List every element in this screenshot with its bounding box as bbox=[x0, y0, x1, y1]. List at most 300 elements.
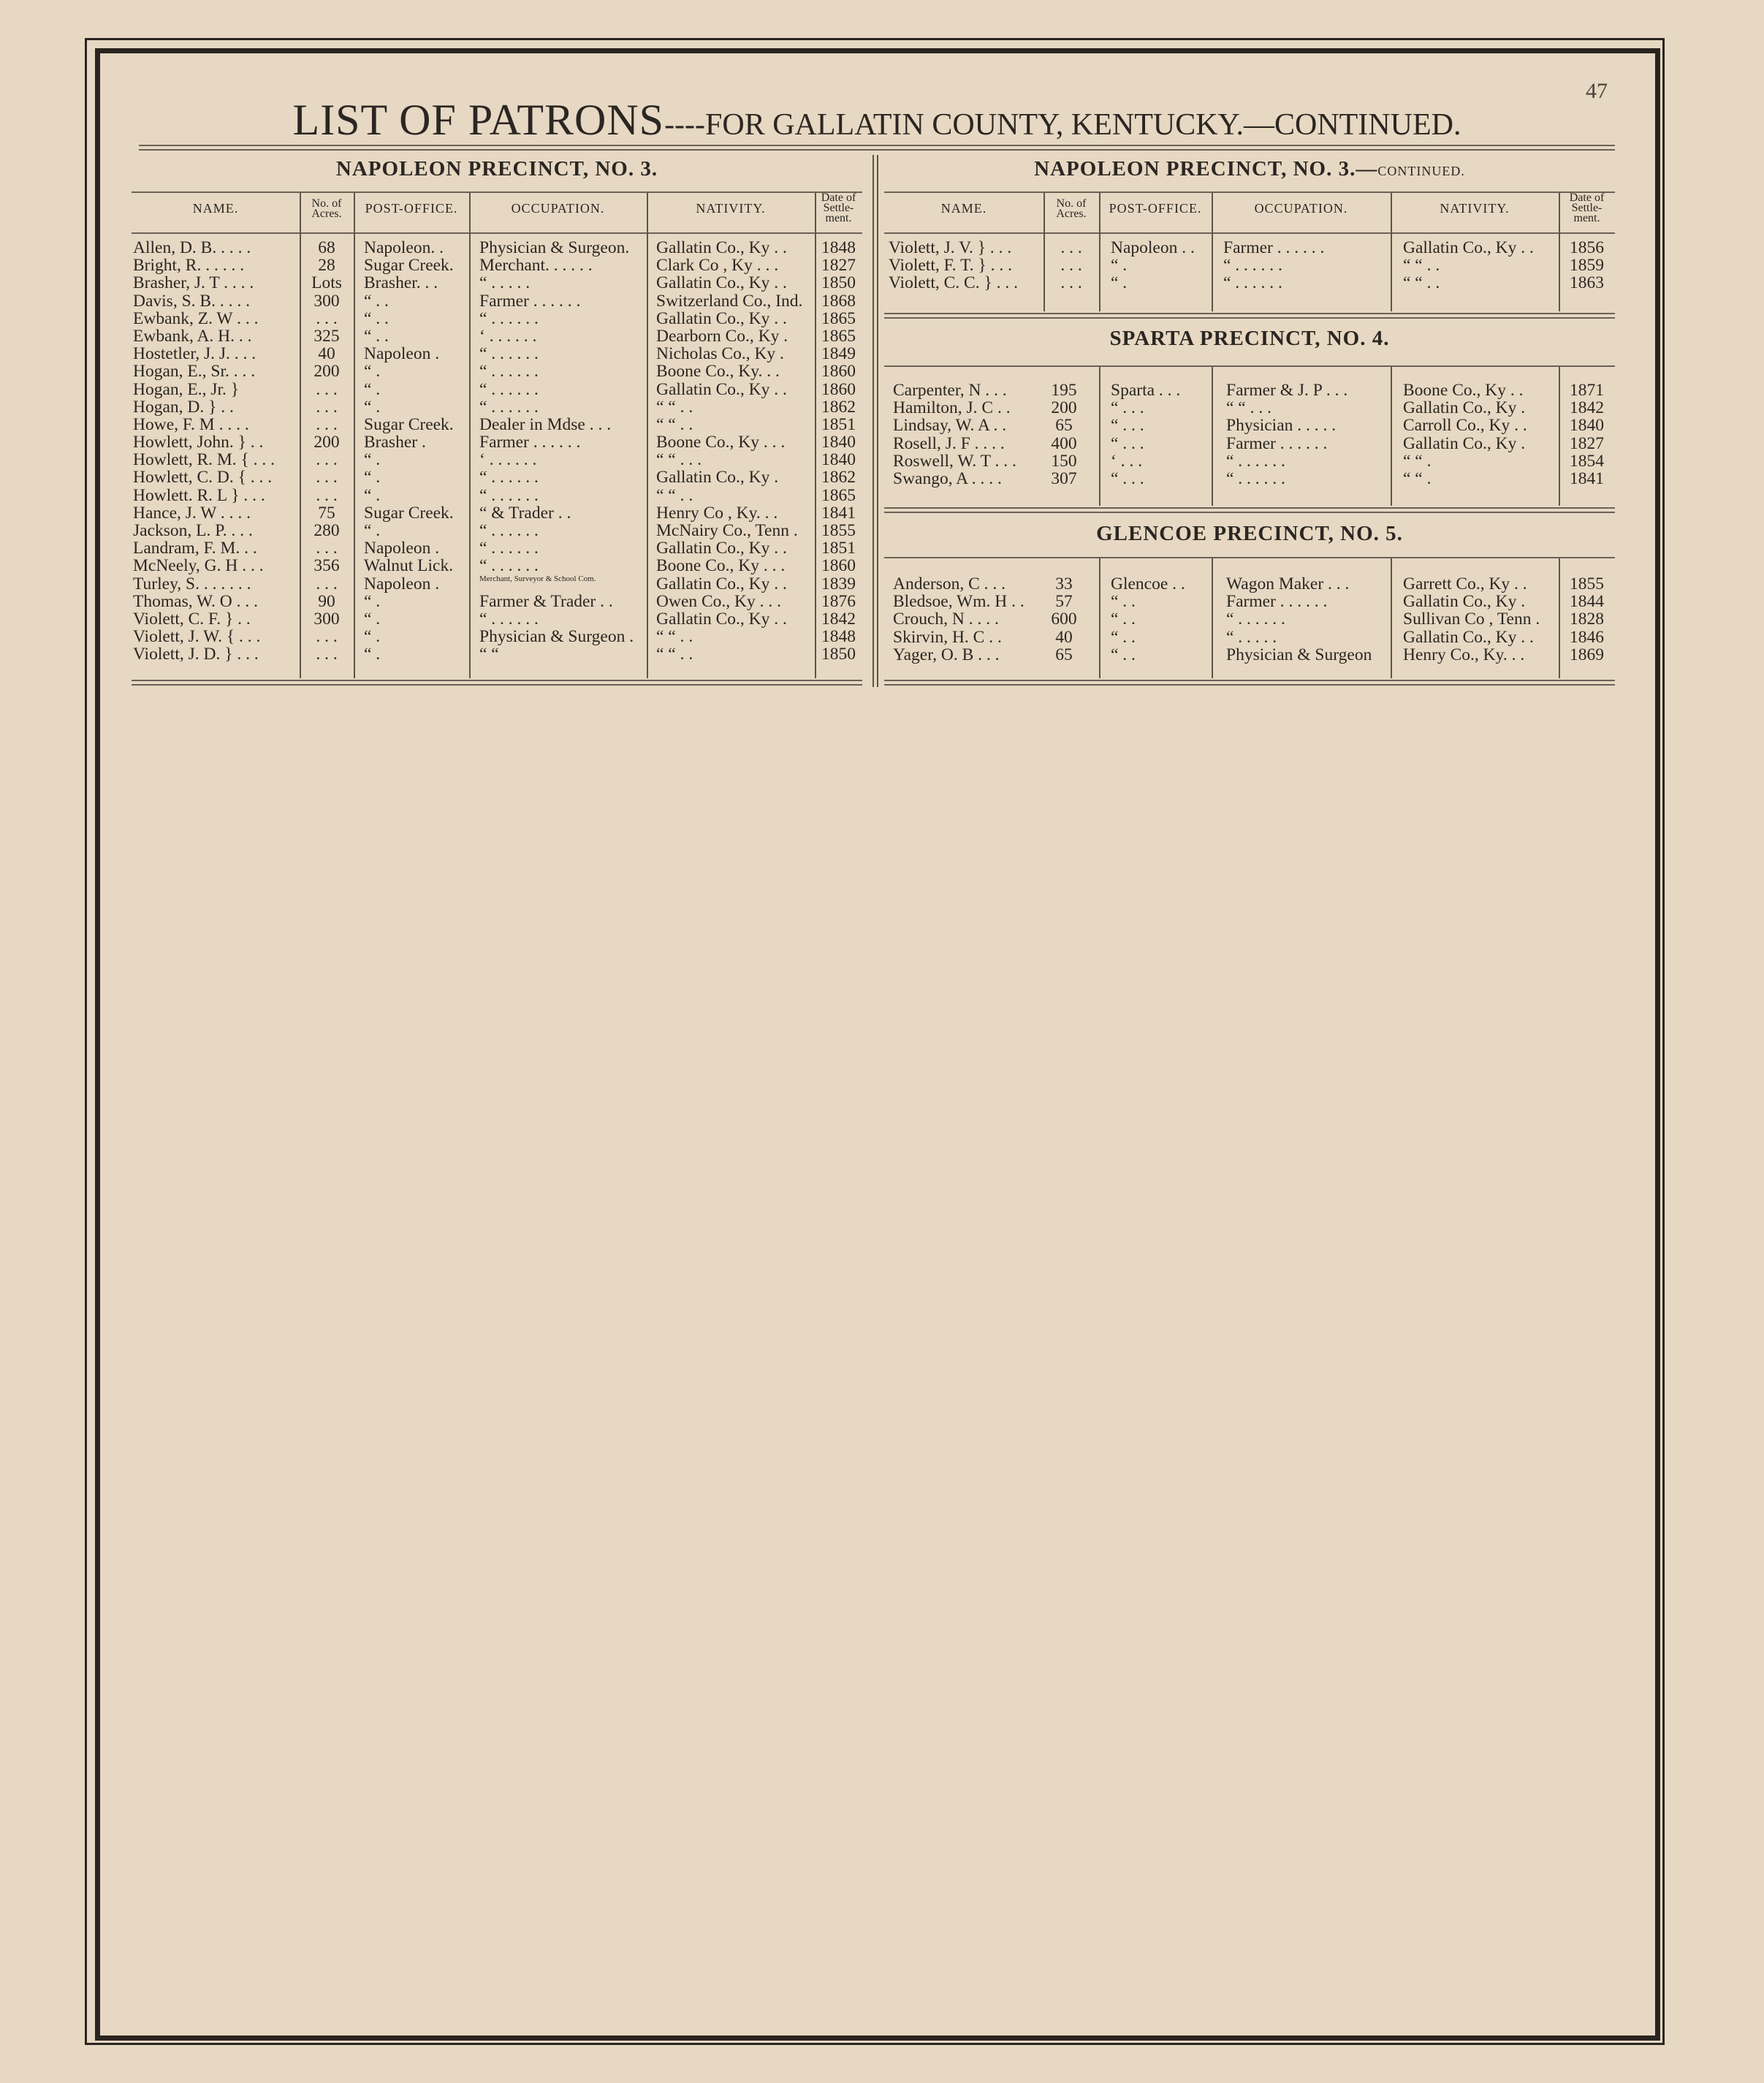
napoleon-cell-nat: Boone Co., Ky . . . bbox=[656, 556, 786, 576]
napoleon-cell-acres: 90 bbox=[318, 591, 335, 611]
right-table-bottom-rule-2 bbox=[884, 684, 1615, 686]
napoleon-cell-yr: 1842 bbox=[821, 609, 856, 629]
right-col-head-settlement: Date of Settle-ment. bbox=[1569, 191, 1605, 224]
napoleon-cell-occ: Merchant. . . . . . bbox=[479, 256, 593, 276]
glencoe-cell-yr: 1869 bbox=[1570, 645, 1604, 664]
napoleon-cell-nat: “ “ . . bbox=[656, 414, 693, 434]
napoleon-cell-occ: Merchant, Surveyor & School Com. bbox=[479, 574, 596, 583]
napoleon-cell-name: Howlett, C. D. { . . . bbox=[133, 468, 273, 487]
sparta-cell-yr: 1854 bbox=[1570, 451, 1604, 471]
napoleon-continued-title-main: NAPOLEON PRECINCT, NO. 3.— bbox=[1034, 157, 1378, 181]
napoleon-cell-nat: Gallatin Co., Ky . . bbox=[656, 539, 787, 558]
napoleon-cell-occ: Physician & Surgeon . bbox=[479, 627, 634, 647]
sparta-cell-acres: 400 bbox=[1051, 433, 1077, 453]
napoleon-continued-row bbox=[884, 256, 1615, 276]
napoleon-cell-name: Howe, F. M . . . . bbox=[133, 414, 249, 434]
left-header-bottom-rule bbox=[132, 232, 862, 234]
napoleon-row bbox=[132, 256, 862, 276]
right-table-bottom-rule bbox=[884, 680, 1615, 681]
center-divider-2 bbox=[877, 155, 878, 687]
sparta-cell-po: “ . . . bbox=[1111, 468, 1144, 488]
sparta-cell-yr: 1841 bbox=[1570, 468, 1604, 488]
napoleon-cell-nat: Nicholas Co., Ky . bbox=[656, 344, 784, 364]
napoleon-cell-acres: . . . bbox=[316, 645, 338, 664]
napoleon-cell-acres: . . . bbox=[316, 539, 338, 558]
napoleon-cell-yr: 1868 bbox=[821, 291, 856, 311]
napoleon-cell-name: Hance, J. W . . . . bbox=[133, 503, 251, 523]
glencoe-cell-nat: Gallatin Co., Ky . bbox=[1403, 592, 1526, 612]
napoleon-cell-occ: Farmer . . . . . . bbox=[479, 433, 581, 452]
napoleon-cell-acres: 75 bbox=[318, 503, 335, 523]
glencoe-cell-occ: Physician & Surgeon bbox=[1226, 645, 1372, 664]
napoleon-row bbox=[132, 415, 862, 433]
center-divider bbox=[873, 155, 874, 687]
glencoe-cell-nat: Garrett Co., Ky . . bbox=[1403, 574, 1527, 593]
napoleon-cell-nat: “ “ . . bbox=[656, 485, 693, 505]
napoleon-cell-occ: Dealer in Mdse . . . bbox=[479, 414, 612, 434]
glencoe-row bbox=[884, 574, 1615, 592]
napoleon-cell-po: “ . . bbox=[364, 326, 389, 346]
napoleon-cell-po: Brasher. . . bbox=[364, 273, 438, 293]
left-col-head-acres: No. of Acres. bbox=[311, 197, 342, 220]
napoleon-precinct-table bbox=[132, 238, 862, 663]
napoleon-cell-acres: 356 bbox=[313, 556, 340, 576]
napoleon-cell-occ: “ . . . . . . bbox=[479, 308, 539, 328]
napoleon-cell-acres: . . . bbox=[316, 450, 338, 470]
napoleon-cell-acres: . . . bbox=[316, 574, 338, 593]
napoleon-cell-nat: Gallatin Co., Ky . . bbox=[656, 308, 787, 328]
napoleon-continued-cell-po: “ . bbox=[1111, 256, 1128, 276]
glencoe-cell-yr: 1846 bbox=[1570, 627, 1604, 647]
napoleon-cell-po: Napoleon . bbox=[364, 539, 440, 558]
sparta-row bbox=[884, 416, 1615, 436]
glencoe-cell-occ: Farmer . . . . . . bbox=[1226, 592, 1328, 612]
napoleon-cell-name: Turley, S. . . . . . . bbox=[133, 574, 251, 593]
napoleon-row bbox=[132, 398, 862, 415]
napoleon-row bbox=[132, 380, 862, 398]
napoleon-row bbox=[132, 504, 862, 521]
sparta-cell-occ: Physician . . . . . bbox=[1226, 416, 1337, 436]
napoleon-cell-nat: “ “ . . . bbox=[656, 450, 702, 470]
sparta-row bbox=[884, 381, 1615, 398]
napoleon-cell-yr: 1848 bbox=[821, 238, 856, 257]
left-col-head-occupation: OCCUPATION. bbox=[511, 201, 605, 216]
sparta-cell-nat: Boone Co., Ky . . bbox=[1403, 381, 1524, 400]
napoleon-cell-acres: . . . bbox=[316, 485, 338, 505]
right-col-head-nativity: NATIVITY. bbox=[1440, 201, 1510, 216]
sparta-cell-po: Sparta . . . bbox=[1111, 381, 1181, 400]
sparta-cell-yr: 1840 bbox=[1570, 416, 1604, 436]
napoleon-row bbox=[132, 468, 862, 485]
napoleon-cell-occ: “ . . . . . . bbox=[479, 556, 539, 576]
sparta-cell-yr: 1842 bbox=[1570, 398, 1604, 418]
glencoe-cell-name: Anderson, C . . . bbox=[893, 574, 1006, 593]
sparta-cell-nat: “ “ . bbox=[1403, 468, 1432, 488]
napoleon-cell-name: Hostetler, J. J. . . . bbox=[133, 344, 256, 364]
page-title-main: LIST OF PATRONS bbox=[292, 96, 665, 144]
glencoe-cell-po: “ . . bbox=[1111, 592, 1136, 612]
napoleon-cell-po: “ . bbox=[364, 609, 381, 629]
napoleon-cell-acres: . . . bbox=[316, 627, 338, 647]
glencoe-row bbox=[884, 610, 1615, 627]
napoleon-cell-name: Landram, F. M. . . bbox=[133, 539, 257, 558]
sparta-cell-nat: Gallatin Co., Ky . bbox=[1403, 433, 1526, 453]
napoleon-cell-nat: “ “ . . bbox=[656, 627, 693, 647]
glencoe-row bbox=[884, 645, 1615, 663]
napoleon-cell-yr: 1855 bbox=[821, 521, 856, 540]
sparta-cell-name: Hamilton, J. C . . bbox=[893, 398, 1011, 418]
napoleon-cell-name: Ewbank, Z. W . . . bbox=[133, 308, 259, 328]
sparta-cell-yr: 1871 bbox=[1570, 381, 1604, 400]
napoleon-row bbox=[132, 627, 862, 645]
glencoe-cell-occ: “ . . . . . . bbox=[1226, 610, 1285, 629]
napoleon-continued-row bbox=[884, 273, 1615, 291]
napoleon-cell-name: Hogan, E., Sr. . . . bbox=[133, 362, 256, 382]
napoleon-row bbox=[132, 433, 862, 450]
napoleon-row bbox=[132, 238, 862, 256]
napoleon-row bbox=[132, 344, 862, 362]
left-header-top-rule bbox=[132, 191, 862, 193]
napoleon-cell-yr: 1848 bbox=[821, 627, 856, 647]
left-col-head-name: NAME. bbox=[192, 201, 239, 216]
sparta-cell-name: Swango, A . . . . bbox=[893, 468, 1002, 488]
napoleon-cell-yr: 1860 bbox=[821, 556, 856, 576]
sparta-cell-nat: Carroll Co., Ky . . bbox=[1403, 416, 1527, 436]
napoleon-cell-nat: McNairy Co., Tenn . bbox=[656, 521, 798, 540]
napoleon-continued-row bbox=[884, 238, 1615, 256]
napoleon-cell-nat: Gallatin Co., Ky . . bbox=[656, 609, 787, 629]
napoleon-cell-occ: “ “ bbox=[479, 645, 499, 664]
napoleon-row bbox=[132, 450, 862, 468]
napoleon-cell-acres: . . . bbox=[316, 379, 338, 399]
napoleon-continued-cell-name: Violett, F. T. } . . . bbox=[889, 256, 1013, 276]
napoleon-cell-yr: 1839 bbox=[821, 574, 856, 593]
sparta-cell-occ: Farmer & J. P . . . bbox=[1226, 381, 1348, 400]
napoleon-cell-po: Sugar Creek. bbox=[364, 503, 454, 523]
napoleon-cell-yr: 1851 bbox=[821, 539, 856, 558]
right-header-top-rule bbox=[884, 191, 1615, 193]
glencoe-cell-name: Crouch, N . . . . bbox=[893, 610, 999, 629]
napoleon-row bbox=[132, 292, 862, 309]
glencoe-precinct-table bbox=[884, 574, 1615, 663]
napoleon-cell-name: Jackson, L. P. . . . bbox=[133, 521, 253, 540]
sparta-cell-yr: 1827 bbox=[1570, 433, 1604, 453]
sparta-cell-occ: “ “ . . . bbox=[1226, 398, 1271, 418]
napoleon-cell-nat: Gallatin Co., Ky . . bbox=[656, 379, 787, 399]
napoleon-cell-yr: 1850 bbox=[821, 273, 856, 293]
napoleon-continued-cell-nat: “ “ . . bbox=[1403, 256, 1440, 276]
napoleon-cell-yr: 1865 bbox=[821, 308, 856, 328]
napoleon-cell-nat: Gallatin Co., Ky . . bbox=[656, 238, 787, 257]
sparta-row bbox=[884, 434, 1615, 452]
sparta-cell-occ: Farmer . . . . . . bbox=[1226, 433, 1328, 453]
glencoe-cell-po: “ . . bbox=[1111, 610, 1136, 629]
napoleon-cell-occ: “ . . . . . bbox=[479, 273, 531, 293]
page-title bbox=[219, 95, 1535, 145]
sparta-top-rule bbox=[884, 365, 1615, 367]
napoleon-cell-name: Violett, J. D. } . . . bbox=[133, 645, 259, 664]
right-block1-bottom-rule-2 bbox=[884, 317, 1615, 319]
sparta-precinct-title: SPARTA PRECINCT, NO. 4. bbox=[1109, 327, 1390, 350]
napoleon-cell-po: “ . bbox=[364, 397, 381, 417]
napoleon-cell-yr: 1849 bbox=[821, 344, 856, 364]
glencoe-cell-po: “ . . bbox=[1111, 645, 1136, 664]
napoleon-cell-po: “ . bbox=[364, 591, 381, 611]
napoleon-cell-yr: 1850 bbox=[821, 645, 856, 664]
sparta-row bbox=[884, 398, 1615, 416]
sparta-cell-name: Lindsay, W. A . . bbox=[893, 416, 1007, 436]
napoleon-cell-po: “ . bbox=[364, 645, 381, 664]
glencoe-cell-acres: 40 bbox=[1055, 627, 1073, 647]
glencoe-cell-name: Skirvin, H. C . . bbox=[893, 627, 1002, 647]
napoleon-cell-acres: . . . bbox=[316, 468, 338, 487]
left-table-bottom-rule-2 bbox=[132, 684, 862, 686]
napoleon-precinct-title: NAPOLEON PRECINCT, NO. 3. bbox=[335, 157, 658, 181]
napoleon-cell-acres: . . . bbox=[316, 308, 338, 328]
napoleon-row bbox=[132, 592, 862, 610]
napoleon-cell-occ: Physician & Surgeon. bbox=[479, 238, 630, 257]
heading-rule bbox=[139, 145, 1615, 146]
sparta-cell-po: “ . . . bbox=[1111, 398, 1144, 418]
napoleon-cell-nat: Boone Co., Ky. . . bbox=[656, 362, 780, 382]
sparta-cell-acres: 65 bbox=[1055, 416, 1073, 436]
napoleon-cell-name: Hogan, D. } . . bbox=[133, 397, 234, 417]
glencoe-cell-yr: 1844 bbox=[1570, 592, 1604, 612]
napoleon-continued-cell-yr: 1856 bbox=[1570, 238, 1604, 257]
napoleon-cell-occ: “ . . . . . . bbox=[479, 362, 539, 382]
glencoe-cell-yr: 1828 bbox=[1570, 610, 1604, 629]
napoleon-cell-yr: 1862 bbox=[821, 397, 856, 417]
napoleon-cell-nat: Clark Co , Ky . . . bbox=[656, 256, 779, 276]
sparta-cell-po: “ . . . bbox=[1111, 416, 1144, 436]
napoleon-cell-po: “ . . bbox=[364, 291, 389, 311]
sparta-cell-acres: 307 bbox=[1051, 468, 1077, 488]
napoleon-row bbox=[132, 273, 862, 291]
glencoe-precinct-title: GLENCOE PRECINCT, NO. 5. bbox=[1096, 522, 1403, 545]
napoleon-cell-yr: 1876 bbox=[821, 591, 856, 611]
glencoe-cell-nat: Henry Co., Ky. . . bbox=[1403, 645, 1525, 664]
sparta-cell-occ: “ . . . . . . bbox=[1226, 451, 1285, 471]
sparta-cell-po: “ . . . bbox=[1111, 433, 1144, 453]
right-col-head-acres: No. of Acres. bbox=[1056, 197, 1087, 220]
napoleon-cell-occ: Farmer . . . . . . bbox=[479, 291, 581, 311]
napoleon-cell-nat: “ “ . . bbox=[656, 645, 693, 664]
page-title-rest: ----FOR GALLATIN COUNTY, KENTUCKY.—CONTINUED. bbox=[664, 108, 1461, 142]
sparta-cell-acres: 150 bbox=[1051, 451, 1077, 471]
sparta-row bbox=[884, 469, 1615, 487]
glencoe-cell-acres: 33 bbox=[1055, 574, 1073, 593]
glencoe-cell-occ: “ . . . . . bbox=[1226, 627, 1277, 647]
sparta-row bbox=[884, 452, 1615, 469]
napoleon-cell-po: Sugar Creek. bbox=[364, 256, 454, 276]
glencoe-cell-po: Glencoe . . bbox=[1111, 574, 1185, 593]
napoleon-cell-occ: ‘ . . . . . . bbox=[479, 450, 537, 470]
napoleon-cell-name: Ewbank, A. H. . . bbox=[133, 326, 252, 346]
napoleon-cell-yr: 1840 bbox=[821, 433, 856, 452]
napoleon-cell-po: Napoleon. . bbox=[364, 238, 444, 257]
sparta-cell-acres: 195 bbox=[1051, 381, 1077, 400]
left-col-head-settlement: Date of Settle-ment. bbox=[821, 191, 856, 224]
napoleon-continued-cell-yr: 1863 bbox=[1570, 273, 1604, 293]
napoleon-continued-cell-acres: . . . bbox=[1060, 256, 1082, 276]
napoleon-cell-acres: 280 bbox=[313, 521, 340, 540]
right-col-head-occupation: OCCUPATION. bbox=[1254, 201, 1348, 216]
napoleon-cell-yr: 1860 bbox=[821, 362, 856, 382]
napoleon-continued-cell-name: Violett, C. C. } . . . bbox=[889, 273, 1018, 293]
napoleon-cell-occ: “ . . . . . . bbox=[479, 468, 539, 487]
napoleon-cell-occ: “ . . . . . . bbox=[479, 609, 539, 629]
sparta-precinct-table bbox=[884, 381, 1615, 487]
glencoe-cell-name: Bledsoe, Wm. H . . bbox=[893, 592, 1024, 612]
napoleon-cell-nat: Henry Co , Ky. . . bbox=[656, 503, 778, 523]
napoleon-cell-po: “ . bbox=[364, 450, 381, 470]
napoleon-continued-table bbox=[884, 238, 1615, 292]
napoleon-cell-acres: . . . bbox=[316, 397, 338, 417]
napoleon-cell-po: Brasher . bbox=[364, 433, 426, 452]
napoleon-row bbox=[132, 574, 862, 592]
napoleon-cell-po: “ . bbox=[364, 468, 381, 487]
napoleon-cell-po: “ . bbox=[364, 627, 381, 647]
napoleon-cell-acres: 200 bbox=[313, 433, 340, 452]
napoleon-cell-po: “ . bbox=[364, 362, 381, 382]
right-col-head-name: NAME. bbox=[940, 201, 987, 216]
glencoe-cell-acres: 65 bbox=[1055, 645, 1073, 664]
napoleon-cell-occ: “ & Trader . . bbox=[479, 503, 571, 523]
napoleon-cell-yr: 1862 bbox=[821, 468, 856, 487]
napoleon-cell-nat: Owen Co., Ky . . . bbox=[656, 591, 782, 611]
napoleon-cell-nat: Gallatin Co., Ky . . bbox=[656, 574, 787, 593]
right-block1-bottom-rule bbox=[884, 313, 1615, 314]
glencoe-row bbox=[884, 592, 1615, 610]
napoleon-cell-po: Walnut Lick. bbox=[364, 556, 454, 576]
napoleon-cell-yr: 1865 bbox=[821, 485, 856, 505]
napoleon-cell-po: Napoleon . bbox=[364, 344, 440, 364]
left-table-bottom-rule bbox=[132, 680, 862, 681]
napoleon-continued-cell-nat: “ “ . . bbox=[1403, 273, 1440, 293]
right-header-bottom-rule bbox=[884, 232, 1615, 234]
napoleon-continued-cell-name: Violett, J. V. } . . . bbox=[889, 238, 1012, 257]
napoleon-cell-occ: “ . . . . . . bbox=[479, 539, 539, 558]
napoleon-continued-cell-yr: 1859 bbox=[1570, 256, 1604, 276]
napoleon-cell-occ: “ . . . . . . bbox=[479, 379, 539, 399]
napoleon-row bbox=[132, 327, 862, 344]
left-col-head-post-office: POST-OFFICE. bbox=[365, 201, 458, 216]
napoleon-row bbox=[132, 486, 862, 504]
sparta-cell-occ: “ . . . . . . bbox=[1226, 468, 1285, 488]
napoleon-cell-occ: “ . . . . . . bbox=[479, 344, 539, 364]
napoleon-continued-cell-po: “ . bbox=[1111, 273, 1128, 293]
napoleon-cell-occ: “ . . . . . . bbox=[479, 397, 539, 417]
napoleon-row bbox=[132, 309, 862, 327]
napoleon-cell-name: Howlett, R. M. { . . . bbox=[133, 450, 275, 470]
heading-rule-2 bbox=[139, 149, 1615, 151]
napoleon-continued-cell-acres: . . . bbox=[1060, 238, 1082, 257]
glencoe-cell-acres: 600 bbox=[1051, 610, 1077, 629]
glencoe-row bbox=[884, 628, 1615, 645]
napoleon-cell-name: McNeely, G. H . . . bbox=[133, 556, 264, 576]
napoleon-cell-name: Howlett. R. L } . . . bbox=[133, 485, 265, 505]
sparta-cell-name: Rosell, J. F . . . . bbox=[893, 433, 1005, 453]
napoleon-cell-po: “ . . bbox=[364, 308, 389, 328]
napoleon-cell-po: “ . bbox=[364, 379, 381, 399]
napoleon-cell-acres: 68 bbox=[318, 238, 335, 257]
napoleon-cell-acres: 300 bbox=[313, 609, 340, 629]
napoleon-row bbox=[132, 645, 862, 662]
napoleon-cell-nat: Boone Co., Ky . . . bbox=[656, 433, 786, 452]
napoleon-cell-po: “ . bbox=[364, 485, 381, 505]
napoleon-cell-occ: Farmer & Trader . . bbox=[479, 591, 613, 611]
glencoe-cell-occ: Wagon Maker . . . bbox=[1226, 574, 1350, 593]
glencoe-cell-nat: Gallatin Co., Ky . . bbox=[1403, 627, 1534, 647]
napoleon-cell-occ: “ . . . . . . bbox=[479, 485, 539, 505]
napoleon-cell-po: Napoleon . bbox=[364, 574, 440, 593]
napoleon-cell-acres: 40 bbox=[318, 344, 335, 364]
napoleon-continued-cell-occ: “ . . . . . . bbox=[1223, 256, 1282, 276]
napoleon-continued-label: CONTINUED. bbox=[1377, 164, 1465, 178]
napoleon-cell-nat: Switzerland Co., Ind. bbox=[656, 291, 803, 311]
napoleon-cell-yr: 1860 bbox=[821, 379, 856, 399]
napoleon-cell-name: Thomas, W. O . . . bbox=[133, 591, 259, 611]
napoleon-cell-acres: Lots bbox=[311, 273, 342, 293]
napoleon-cell-yr: 1841 bbox=[821, 503, 856, 523]
left-col-head-nativity: NATIVITY. bbox=[696, 201, 766, 216]
napoleon-cell-yr: 1865 bbox=[821, 326, 856, 346]
right-col-head-post-office: POST-OFFICE. bbox=[1109, 201, 1202, 216]
napoleon-cell-name: Allen, D. B. . . . . bbox=[133, 238, 251, 257]
napoleon-row bbox=[132, 556, 862, 574]
napoleon-cell-acres: 200 bbox=[313, 362, 340, 382]
napoleon-cell-name: Davis, S. B. . . . . bbox=[133, 291, 250, 311]
napoleon-cell-nat: Gallatin Co., Ky . bbox=[656, 468, 779, 487]
sparta-cell-acres: 200 bbox=[1051, 398, 1077, 418]
napoleon-cell-acres: 300 bbox=[313, 291, 340, 311]
glencoe-cell-acres: 57 bbox=[1055, 592, 1073, 612]
napoleon-cell-name: Bright, R. . . . . . bbox=[133, 256, 245, 276]
glencoe-top-rule bbox=[884, 557, 1615, 558]
napoleon-cell-yr: 1840 bbox=[821, 450, 856, 470]
sparta-cell-nat: Gallatin Co., Ky . bbox=[1403, 398, 1526, 418]
sparta-bottom-rule-2 bbox=[884, 512, 1615, 513]
napoleon-row bbox=[132, 521, 862, 539]
napoleon-cell-yr: 1851 bbox=[821, 414, 856, 434]
napoleon-continued-cell-occ: Farmer . . . . . . bbox=[1223, 238, 1325, 257]
napoleon-cell-name: Violett, C. F. } . . bbox=[133, 609, 251, 629]
napoleon-cell-name: Brasher, J. T . . . . bbox=[133, 273, 254, 293]
sparta-cell-name: Carpenter, N . . . bbox=[893, 381, 1007, 400]
sparta-cell-nat: “ “ . bbox=[1403, 451, 1432, 471]
glencoe-cell-nat: Sullivan Co , Tenn . bbox=[1403, 610, 1540, 629]
napoleon-cell-name: Howlett, John. } . . bbox=[133, 433, 264, 452]
napoleon-cell-nat: Gallatin Co., Ky . . bbox=[656, 273, 787, 293]
sparta-cell-po: ‘ . . . bbox=[1111, 451, 1143, 471]
napoleon-cell-acres: 325 bbox=[313, 326, 340, 346]
napoleon-cell-occ: “ . . . . . . bbox=[479, 521, 539, 540]
glencoe-cell-yr: 1855 bbox=[1570, 574, 1604, 593]
napoleon-continued-cell-po: Napoleon . . bbox=[1111, 238, 1195, 257]
napoleon-cell-name: Violett, J. W. { . . . bbox=[133, 627, 261, 647]
page-number: 47 bbox=[1586, 79, 1608, 103]
napoleon-cell-occ: ‘ . . . . . . bbox=[479, 326, 537, 346]
sparta-cell-name: Roswell, W. T . . . bbox=[893, 451, 1016, 471]
napoleon-row bbox=[132, 610, 862, 627]
napoleon-continued-title bbox=[884, 157, 1615, 181]
napoleon-continued-cell-nat: Gallatin Co., Ky . . bbox=[1403, 238, 1534, 257]
napoleon-cell-acres: . . . bbox=[316, 414, 338, 434]
napoleon-continued-cell-acres: . . . bbox=[1060, 273, 1082, 293]
napoleon-continued-cell-occ: “ . . . . . . bbox=[1223, 273, 1282, 293]
napoleon-cell-acres: 28 bbox=[318, 256, 335, 276]
napoleon-row bbox=[132, 539, 862, 556]
